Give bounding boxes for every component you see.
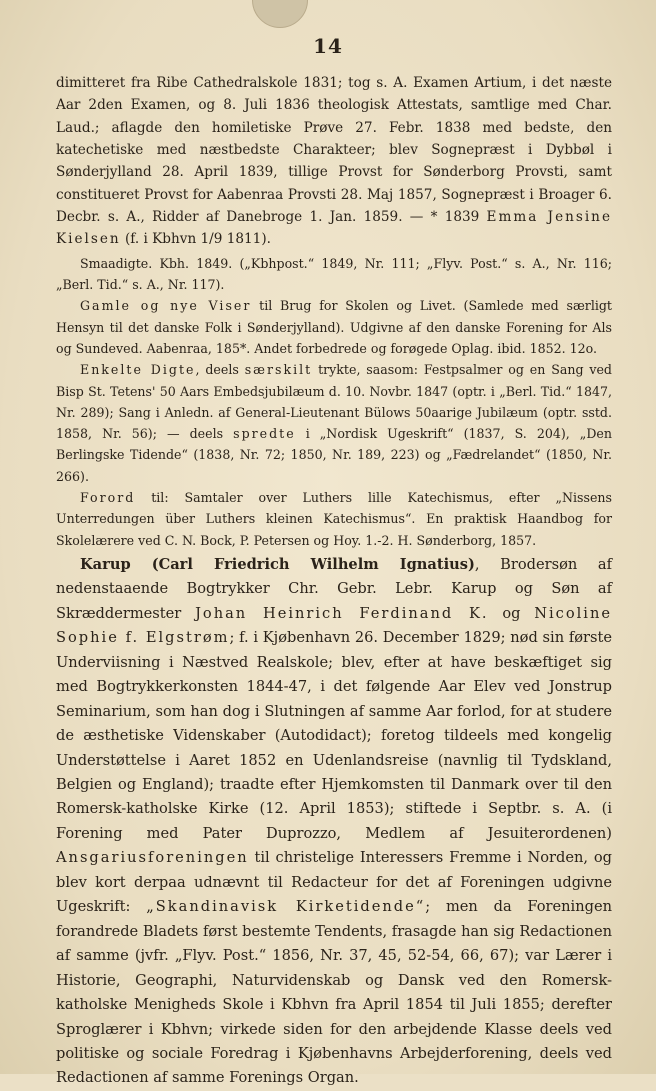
digte-text-2: trykte, saasom: Festpsalmer og en Sang ved Bisp St. Tetens' 50 Aars Embedsjubilæum d. 10. Novbr. 1847 (optr. i „Berl. Tid.“ 1847, Nr. 289); Sang i Anledn. af General-Lieutenant Bülows 50aarige Jubilæum (optr. sstd. 1858, Nr. 56); — deels xyxy=(56,362,612,442)
work-title-viser: Gamle og nye Viser xyxy=(80,298,252,314)
biography-text: dimitteret fra Ribe Cathedralskole 1831; tog s. A. Examen Artium, i det næste Aar 2den Examen, og 8. Juli 1836 theologisk Attestats, samtlige med Char. Laud.; aflagde den homiletiske Prøve 27. Febr. 1838 med bedste, den katechetiske med næstbedste Charakteer; blev Sognepræst i Dybbøl i Sønderjylland 28. April 1839, tillige Provst for Sønderborg Provsti, samt constitueret Provst for Aabenraa Provsti 28. Maj 1857, Sognepræst i Broager 6. Decbr. s. A., Ridder af Danebroge 1. Jan. 1859. — * 1839 xyxy=(56,75,612,226)
entry-heading: Karup (Carl Friedrich Wilhelm Ignatius) xyxy=(80,555,475,573)
page-number: 14 xyxy=(313,34,343,58)
bibliography-item-smaadigte: Smaadigte. Kbh. 1849. („Kbhpost.“ 1849, Nr. 111; „Flyv. Post.“ s. A., Nr. 116; „Berl. Tid.“ s. A., Nr. 117). xyxy=(56,255,612,293)
digte-emph-2: spredte xyxy=(233,426,296,442)
entry-continued-biography xyxy=(56,72,612,251)
karup-text-4: til christelige Interessers Fremme i Norden, og blev kort derpaa udnævnt til Redacteur for det af Foreningen udgivne Ugeskrift: xyxy=(56,849,612,916)
karup-text-1: , Brodersøn af nedenstaaende Bogtrykker Chr. Gebr. Lebr. Karup og Søn af Skræddermester xyxy=(56,555,612,622)
bibliography-item-digte xyxy=(56,359,612,487)
bibliography xyxy=(56,253,612,551)
association-name: Ansgariusforeningen xyxy=(56,849,249,867)
bibliography-item-viser xyxy=(56,295,612,359)
wife-name: Emma Jensine Kielsen xyxy=(56,209,612,248)
weekly-title: „Skandinavisk Kirketidende“ xyxy=(146,898,426,916)
bibliography-item-forord xyxy=(56,487,612,551)
work-description-viser: til Brug for Skolen og Livet. (Samlede med særligt Hensyn til det danske Folk i Sønderjylland). Udgivne af den danske Forening for Als og Sundeved. Aabenraa, 185*. Andet forbedrede og forøgede Oplag. ibid. 1852. 12o. xyxy=(56,298,612,356)
mother-name: Nicoline Sophie f. Elgstrøm xyxy=(56,604,613,647)
digte-text-3: i „Nordisk Ugeskrift“ (1837, S. 204), „Den Berlingske Tidende“ (1838, Nr. 72; 1850, Nr. 189, 223) og „Fædrelandet“ (1850, Nr. 266). xyxy=(56,426,612,484)
father-name: Johan Heinrich Ferdinand K. xyxy=(195,604,489,622)
forord-text: til: Samtaler over Luthers lille Katechismus, efter „Nissens Unterredungen über Luthers kleinen Katechismus“. En praktisk Haandbog for Skolelærere ved C. N. Bock, P. Petersen og Hoy. 1.-2. H. Sønderborg, 1857. xyxy=(56,490,612,548)
digte-text-1: , deels xyxy=(195,362,245,378)
digte-emph-1: særskilt xyxy=(244,362,313,378)
work-title-forord: Forord xyxy=(80,490,136,506)
karup-text-2: og xyxy=(488,604,535,622)
entry-karup xyxy=(56,553,612,1091)
wife-birth: (f. i Kbhvn 1/9 1811). xyxy=(120,231,271,248)
work-title-digte: Enkelte Digte xyxy=(80,362,196,378)
karup-text-5: ; men da Foreningen forandrede Bladets først bestemte Tendents, frasagde han sig Redactionen af samme (jvfr. „Flyv. Post.“ 1856, Nr. 37, 45, 52-54, 66, 67); var Lærer i Historie, Geographi, Naturvidenskab og Dansk ved den Romersk-katholske Menigheds Skole i Kbhvn fra April 1854 til Juli 1855; derefter Sproglærer i Kbhvn; virkede siden for den arbejdende Klasse deels ved politiske og sociale Foredrag i Kjøbenhavns Arbejderforening, deels ved Redactionen af samme Forenings Organ. xyxy=(56,898,613,1087)
page-body xyxy=(56,72,612,1091)
page-corner-notch xyxy=(252,0,308,28)
karup-text-3: ; f. i Kjøbenhavn 26. December 1829; nød sin første Underviisning i Næstved Realskole; blev, efter at have beskæftiget sig med Bogtrykkerkonsten 1844-47, i det følgende Aar Elev ved Jonstrup Seminarium, som han dog i Slutningen af samme Aar forlod, for at studere de æsthetiske Videnskaber (Autodidact); foretog tildeels med kongelig Understøttelse i Aaret 1852 en Udenlandsreise (navnlig til Tydskland, Belgien og England); traadte efter Hjemkomsten til Danmark over til den Romersk-katholske Kirke (12. April 1853); stiftede i Septbr. s. A. (i Forening med Pater Duprozzo, Medlem af Jesuiterordenen) xyxy=(56,629,612,842)
